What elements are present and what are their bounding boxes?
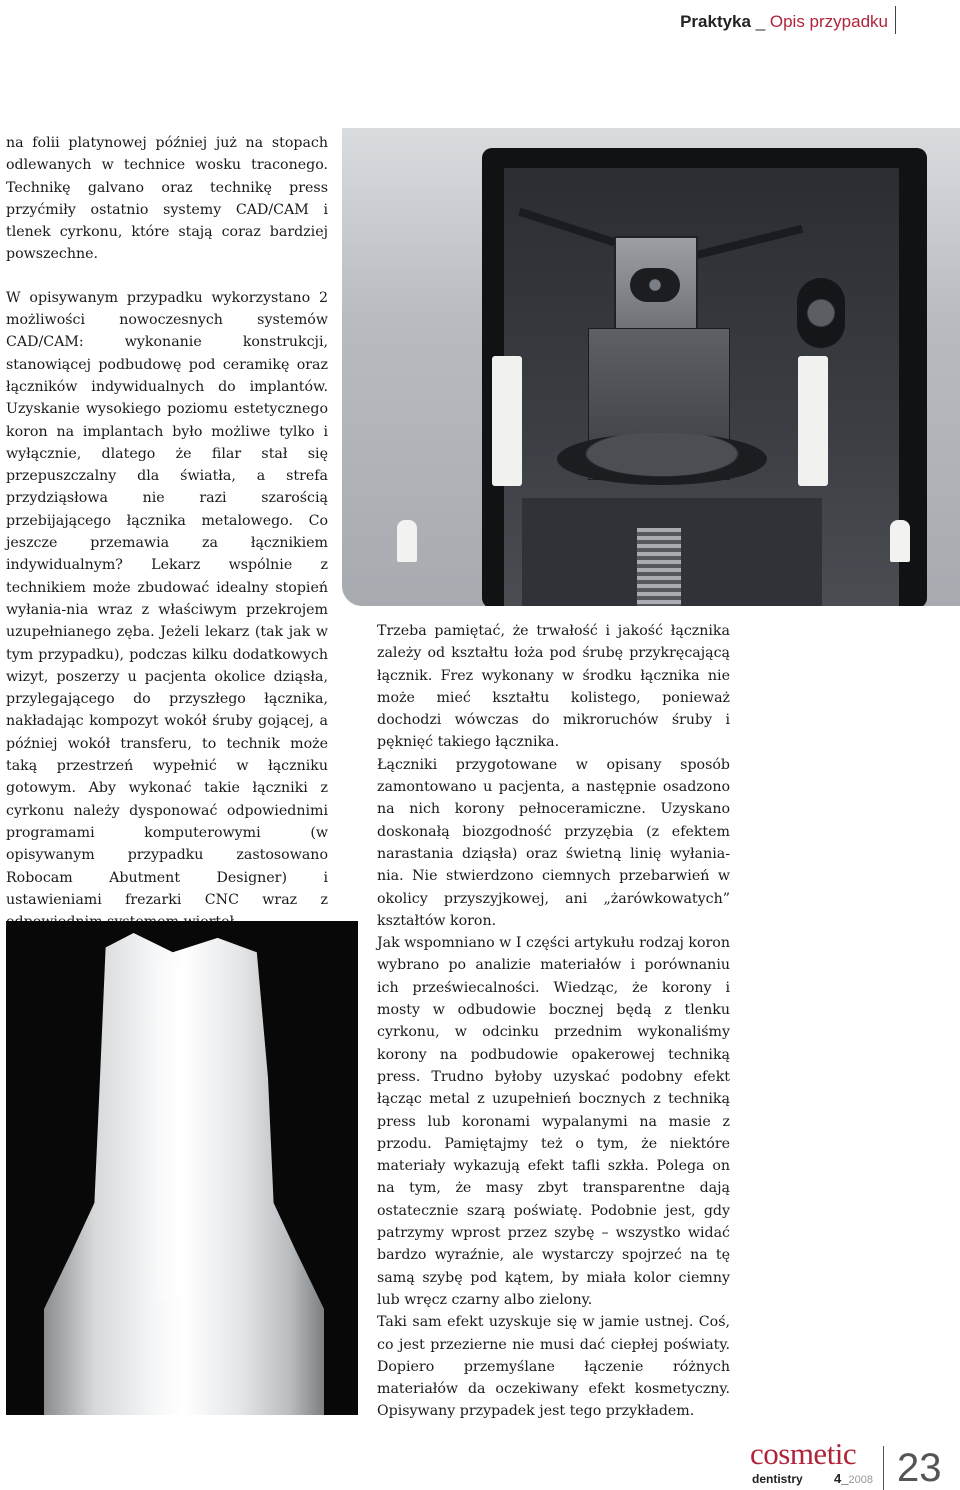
machine-roller <box>797 278 845 348</box>
paragraph: Jak wspomniano w I części artykułu rodzaj koron wybrano po analizie materiałów i porównaniu ich przeświecalności. Wiedząc, że korony i mosty w odbudowie bocznej będą z tlenku cyrkonu, w odcinku przednim wykonaliśmy korony na podbudowie opakerowej techniką press. Trudno byłoby uzyskać podobny efekt łącząc metal z uzupełnień bocznych z techniką press lub koronami wypalanymi na masie z przodu. Pamiętajmy też o tym, że niektóre materiały wykazują efekt tafli szkła. Polega on na tym, że masy zbyt transparentne dają ostatecznie szarą poświatę. Podobnie jest, gdy patrzymy wprost przez szybę – wszystko widać bardzo wyraźnie, ale wystarczy spojrzeć na tę samą szybę pod kątem, by miała kolor ciemny lub wręcz czarny albo zielony. <box>377 935 730 1308</box>
right-column <box>377 620 730 1423</box>
magazine-subname: dentistry <box>752 1472 803 1486</box>
guide-rail <box>798 356 828 486</box>
magazine-name: cosmetic <box>750 1436 857 1471</box>
section-title: Praktyka <box>680 12 751 31</box>
issue-number: 4_ <box>834 1471 849 1486</box>
paragraph: na folii platynowej później już na stopach odlewanych w technice wosku traconego. Technikę galvano oraz technikę press przyćmiły ostatnio systemy CAD/CAM i tlenek cyrkonu, które stają coraz bardziej powszechne. <box>6 135 328 263</box>
work-platform <box>557 433 767 485</box>
abutment-highlight <box>156 961 186 1301</box>
zirconia-abutment-photo <box>6 921 358 1415</box>
milling-machine-photo <box>342 128 960 606</box>
lead-screw <box>637 528 681 606</box>
footer-divider <box>883 1446 884 1490</box>
paragraph: Łączniki przygotowane w opisany sposób zamontowano u pacjenta, a następnie osadzono na nich korony pełnoceramiczne. Uzyskano doskonałą biozgodność przyzębia (z efektem narastania dziąsła) oraz świetną linię wyłania-nia. Nie stwierdzono ciemnych przebarwień w okolicy przyszyjkowej, ani „żarówkowatych” kształtów koron. <box>377 756 730 929</box>
paragraph: W opisywanym przypadku wykorzystano 2 możliwości nowoczesnych systemów CAD/CAM: wykonanie konstrukcji, stanowiącej podbudowę pod ceramikę oraz łączników indywidualnych do implantów. Uzyskanie wysokiego poziomu estetycznego koron na implantach było możliwe tylko i wyłącznie, dlatego że filar stał się przepuszczalny dla światła, a strefa przydziąsłowa nie razi szarością przebijającego łącznika metalowego. Co jeszcze przemawia za łącznikiem indywidualnym? Lekarz wspólnie z technikiem może zbudować idealny stopień wyłania-nia wraz z właściwym przekrojem uzupełnianego zęba. Jeżeli lekarz (tak jak w tym przypadku), podczas kilku dodatkowych wizyt, poszerzy u pacjenta okolice dziąsła, przylegającego do przyszłego łącznika, nakładając kompozyt wokół śruby gojącej, a później wokół transferu, to technik może taką przestrzeń wypełnić w łączniku gotowym. Aby wykonać takie łączniki z cyrkonu należy dysponować odpowiednimi programami komputerowymi (w opisywanym przypadku zastosowano Robocam Abutment Designer) i ustawieniami frezarki CNC wraz z <box>6 289 328 908</box>
issue-year: 2008 <box>848 1474 873 1486</box>
running-header <box>680 12 888 32</box>
subsection-title: Opis przypadku <box>769 12 888 31</box>
support-post <box>890 520 910 562</box>
camera-lens <box>630 268 680 302</box>
issue-label <box>834 1471 873 1486</box>
guide-rail <box>492 356 522 486</box>
paragraph: Trzeba pamiętać, że trwałość i jakość łącznika zależy od kształtu łoża pod śrubę przykręcającą łącznik. Frez wykonany w środku łącznika nie może mieć kształtu kolistego, ponieważ dochodzi wówczas do mikroruchów śruby i pęknięć takiego łącznika. <box>377 623 730 751</box>
support-post <box>397 520 417 562</box>
page-number: 23 <box>897 1446 942 1490</box>
header-divider <box>895 6 896 34</box>
magazine-logo <box>750 1436 873 1486</box>
paragraph: Taki sam efekt uzyskuje się w jamie ustnej. Coś, co jest przezierne nie musi dać ciepłej poświaty. Dopiero przemyślane łączenie różnych materiałów da oczekiwany efekt kosmetyczny. Opisywany przypadek jest tego przykładem. <box>377 1314 730 1420</box>
left-column <box>6 132 328 933</box>
header-separator: _ <box>750 12 770 31</box>
